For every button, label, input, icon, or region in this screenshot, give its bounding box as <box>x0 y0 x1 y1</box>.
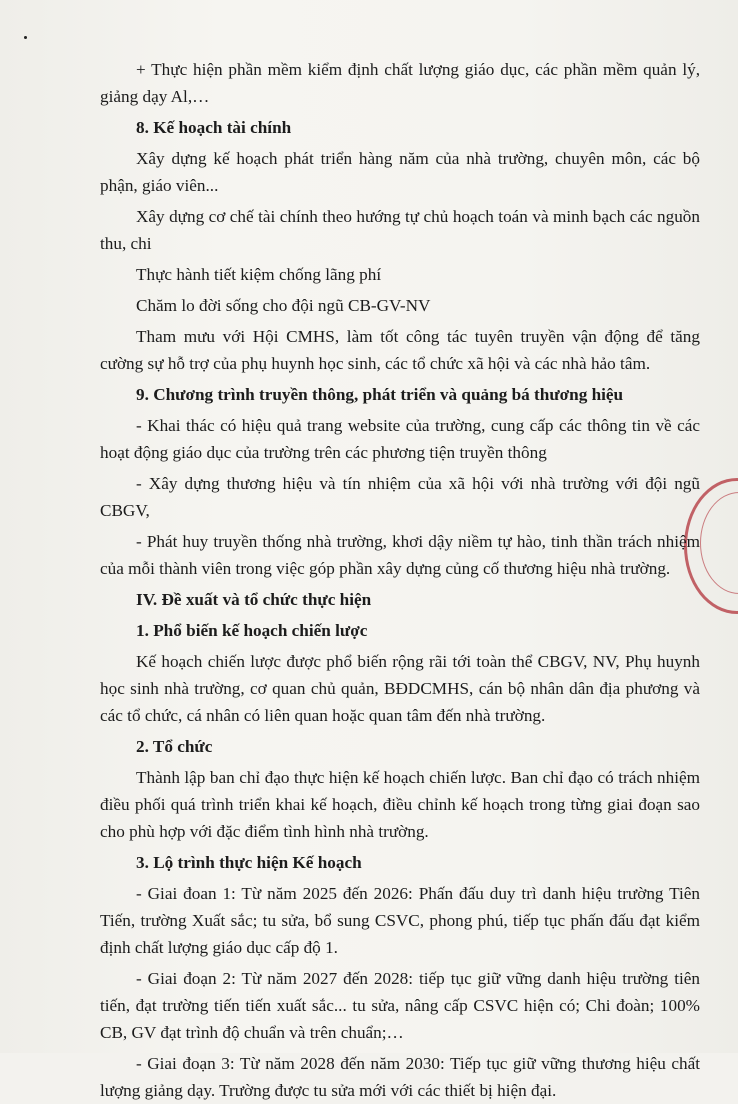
paragraph-website: - Khai thác có hiệu quả trang website của trường, cung cấp các thông tin về các hoạt động giáo dục của trường trên các phương tiện truyền thông <box>100 416 700 462</box>
paragraph-annual-plan: Xây dựng kế hoạch phát triển hàng năm của nhà trường, chuyên môn, các bộ phận, giáo viên... <box>100 149 700 195</box>
document-body <box>100 56 700 1104</box>
paragraph-finance-mechanism: Xây dựng cơ chế tài chính theo hướng tự chủ hoạch toán và minh bạch các nguồn thu, chi <box>100 207 700 253</box>
scan-dot <box>24 36 27 39</box>
paragraph-dissemination: Kế hoạch chiến lược được phổ biến rộng rãi tới toàn thể CBGV, NV, Phụ huynh học sinh nhà trường, cơ quan chủ quản, BĐDCMHS, cán bộ nhân dân địa phương và các tổ chức, cá nhân có liên quan hoặc quan tâm đến nhà trường. <box>100 652 700 725</box>
paragraph-organization: Thành lập ban chỉ đạo thực hiện kế hoạch chiến lược. Ban chỉ đạo có trách nhiệm điều phối quá trình triển khai kế hoạch, điều chỉnh kế hoạch trong từng giai đoạn sao cho phù hợp với đặc điểm tình hình nhà trường. <box>100 768 700 841</box>
heading-finance-plan: 8. Kế hoạch tài chính <box>136 118 292 137</box>
paragraph-phase-2: - Giai đoạn 2: Từ năm 2027 đến 2028: tiếp tục giữ vững danh hiệu trường tiên tiến, đạt trường tiến tiến xuất sắc... tu sửa, nâng cấp CSVC hiện có; Chi đoàn; 100% CB, GV đạt trình độ chuẩn và trên chuẩn;… <box>100 969 700 1042</box>
paragraph-brand: - Xây dựng thương hiệu và tín nhiệm của xã hội với nhà trường với đội ngũ CBGV, <box>100 474 700 520</box>
heading-dissemination: 1. Phổ biến kế hoạch chiến lược <box>136 621 368 640</box>
paragraph-saving: Thực hành tiết kiệm chống lãng phí <box>136 265 382 284</box>
heading-organization: 2. Tổ chức <box>136 737 213 756</box>
paragraph-phase-3: - Giai đoạn 3: Từ năm 2028 đến năm 2030: Tiếp tục giữ vững thương hiệu chất lượng giảng dạy. Trường được tu sửa mới với các thiết bị hiện đại. <box>100 1054 700 1100</box>
paragraph-cmhs: Tham mưu với Hội CMHS, làm tốt công tác tuyên truyền vận động để tăng cường sự hỗ trợ của phụ huynh học sinh, các tổ chức xã hội và các nhà hảo tâm. <box>100 327 700 373</box>
heading-section-iv: IV. Đề xuất và tổ chức thực hiện <box>136 590 372 609</box>
heading-communication: 9. Chương trình truyền thông, phát triển và quảng bá thương hiệu <box>136 385 624 404</box>
paragraph-tradition: - Phát huy truyền thống nhà trường, khơi dậy niềm tự hào, tinh thần trách nhiệm của mỗi thành viên trong việc góp phần xây dựng củng cố thương hiệu nhà trường. <box>100 532 700 578</box>
heading-roadmap: 3. Lộ trình thực hiện Kế hoạch <box>136 853 362 872</box>
paragraph-software: + Thực hiện phần mềm kiểm định chất lượng giáo dục, các phần mềm quản lý, giảng dạy Al,… <box>100 60 700 106</box>
paragraph-phase-1: - Giai đoan 1: Từ năm 2025 đến 2026: Phấn đấu duy trì danh hiệu trường Tiên Tiến, trường Xuất sắc; tu sửa, bổ sung CSVC, phong phú, tiếp tục phấn đấu đạt kiểm định chất lượng giáo dục cấp độ 1. <box>100 884 700 957</box>
paragraph-staff-care: Chăm lo đời sống cho đội ngũ CB-GV-NV <box>136 296 431 315</box>
